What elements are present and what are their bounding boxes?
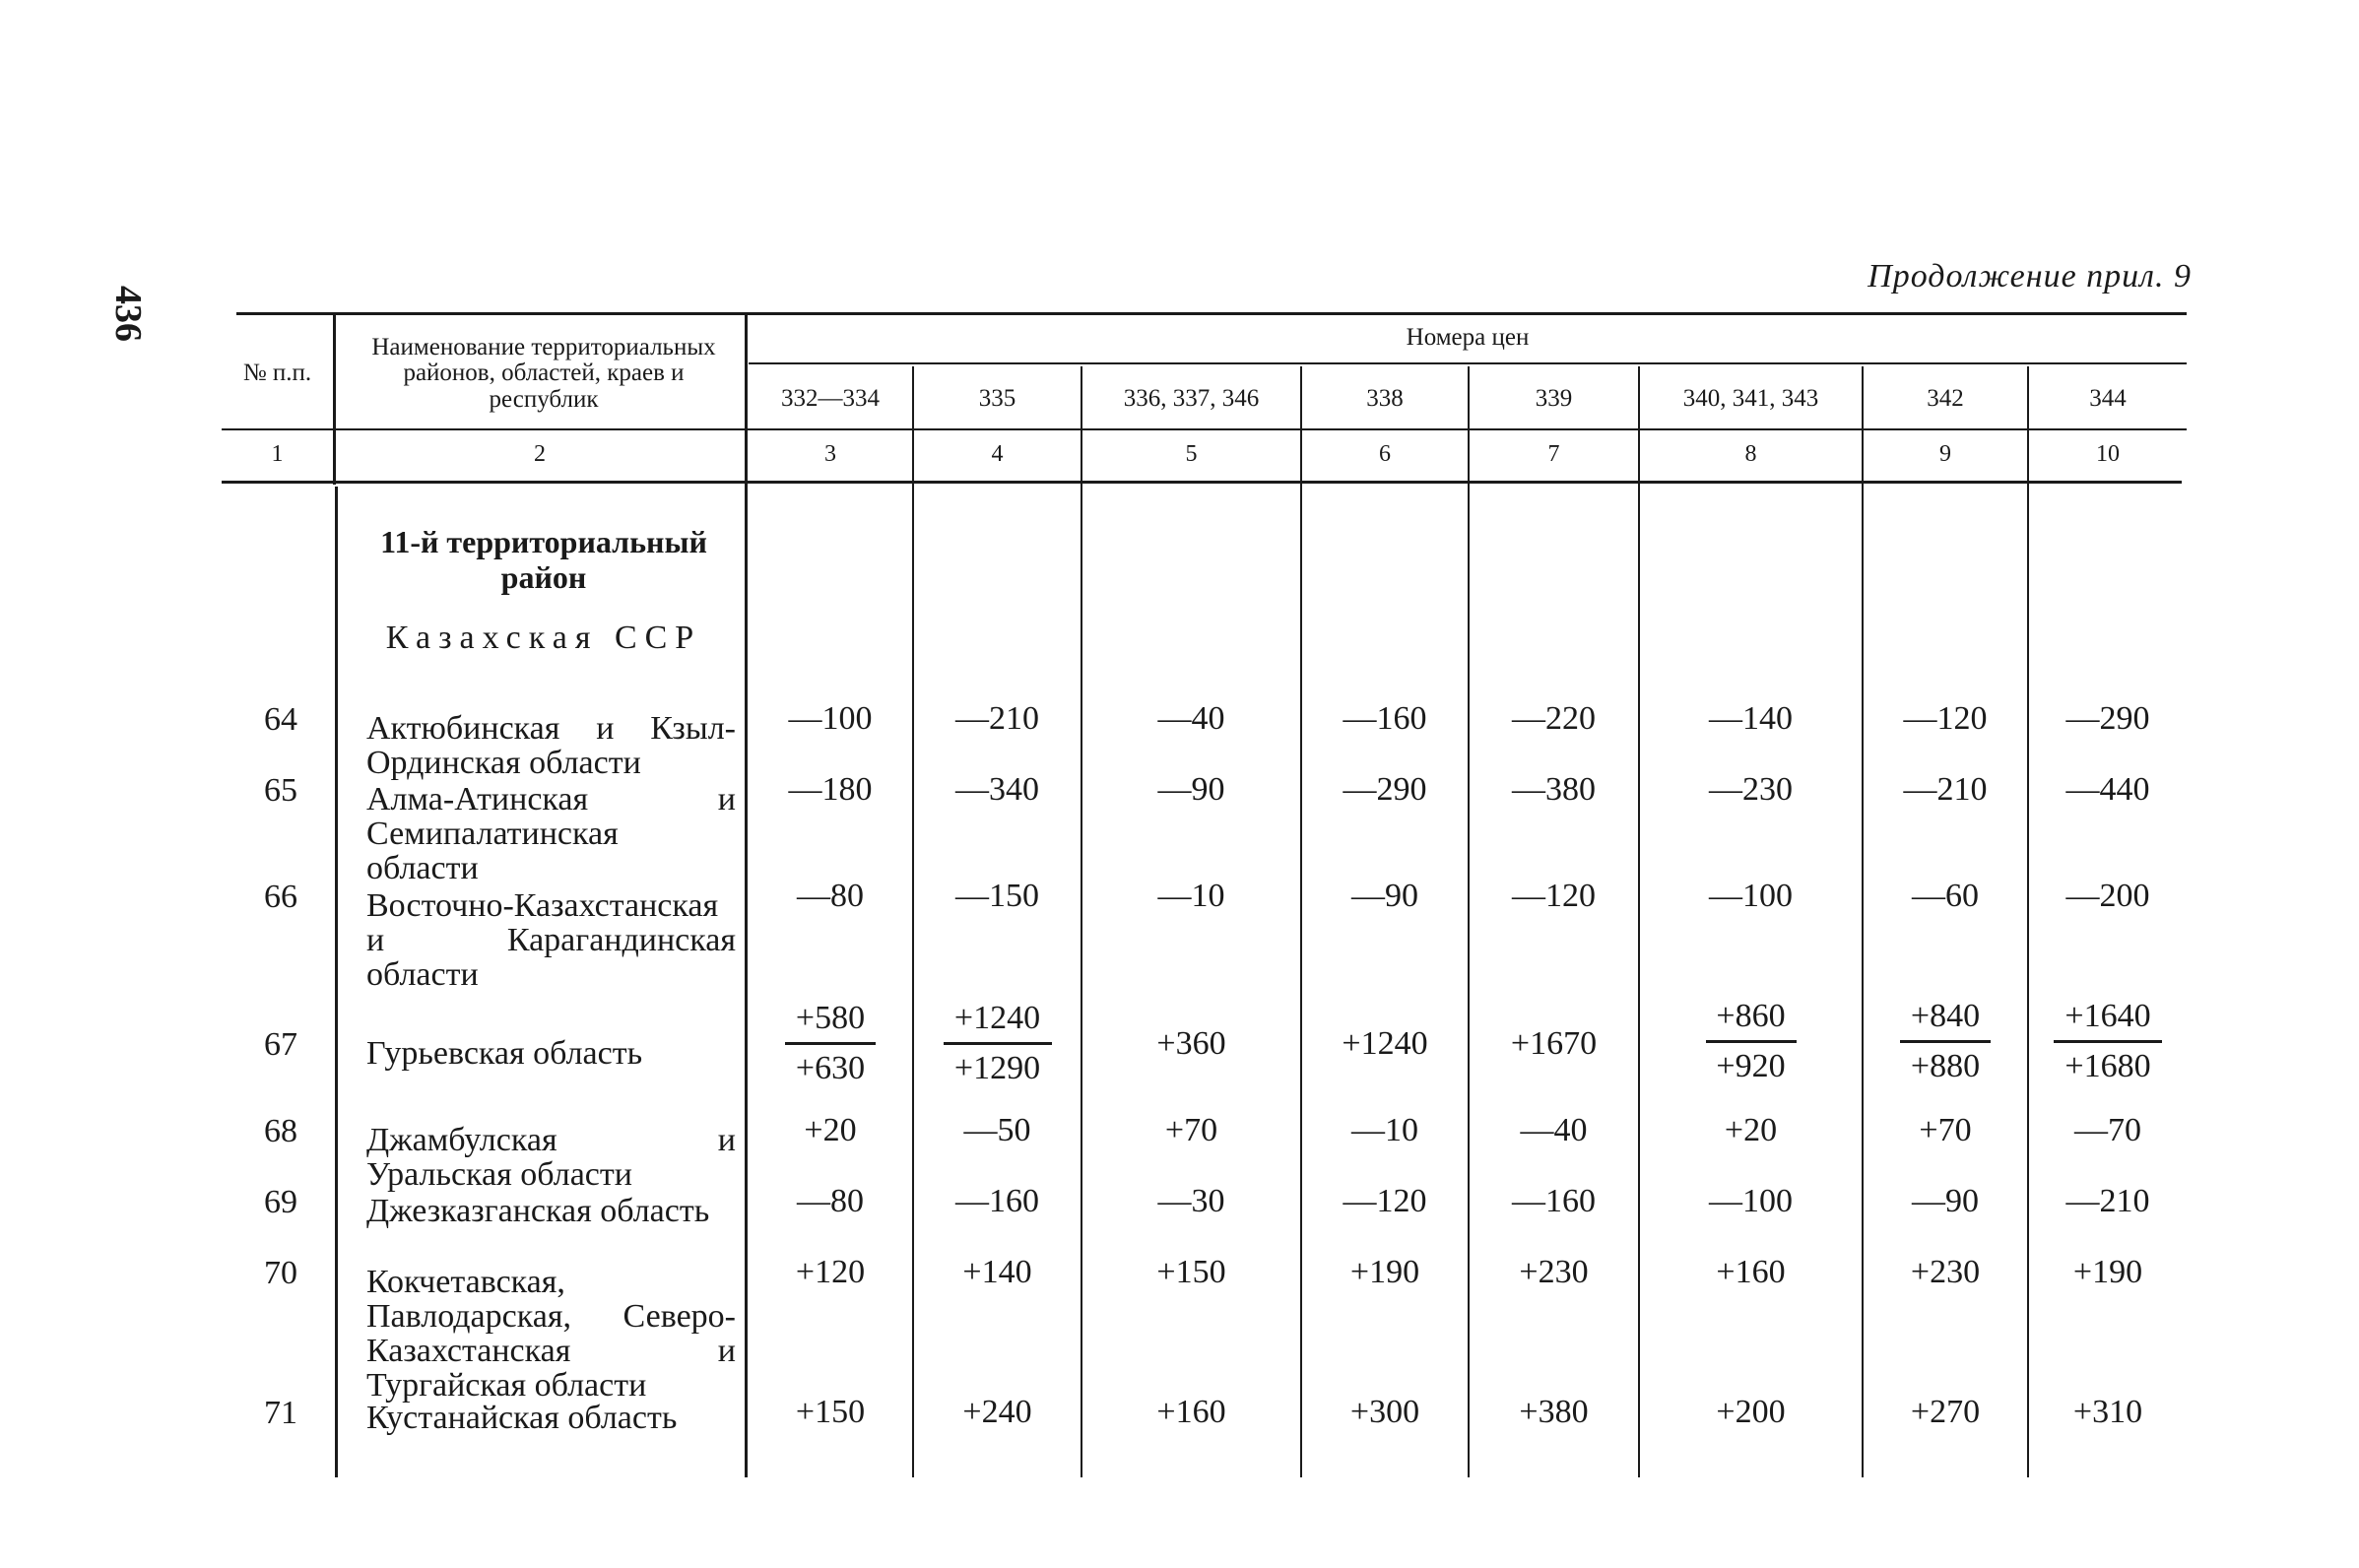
table-cell: —160 — [1512, 1183, 1596, 1219]
row-number: 64 — [264, 701, 297, 738]
row-name: Кокчетавская, Павлодарская, Северо-Казахстанская и Тургайская области — [366, 1264, 736, 1404]
table-top-rule — [236, 312, 2187, 315]
table-cell: —90 — [1912, 1183, 1979, 1219]
col-divider — [1862, 366, 1864, 1477]
header-price-col: 339 — [1535, 385, 1573, 412]
table-cell: +70 — [1919, 1112, 1972, 1148]
header-row-number: № п.п. — [242, 359, 312, 386]
table-cell: —440 — [2065, 771, 2150, 808]
table-cell: +160 — [1156, 1394, 1226, 1430]
table-cell: —160 — [1343, 700, 1427, 737]
table-cell: —230 — [1709, 771, 1793, 808]
header-bottom-rule — [222, 428, 2187, 430]
row-number: 67 — [264, 1026, 297, 1063]
table-cell: +20 — [804, 1112, 857, 1148]
fraction-top: +860 — [1716, 998, 1786, 1034]
table-cell: —180 — [788, 771, 873, 808]
fraction-bottom: +1680 — [2064, 1048, 2151, 1084]
column-number: 5 — [1185, 441, 1198, 467]
fraction-top: +580 — [795, 1000, 866, 1036]
table-cell: +20 — [1724, 1112, 1778, 1148]
header-price-col: 342 — [1927, 385, 1964, 412]
table-cell: +140 — [962, 1254, 1032, 1290]
header-name: Наименование территориальных районов, областей, краев и республик — [371, 334, 716, 413]
table-cell: —40 — [1520, 1112, 1588, 1148]
region-title: 11-й территориальный район — [380, 524, 707, 595]
table-cell: —340 — [955, 771, 1039, 808]
table-cell: —100 — [1709, 1183, 1793, 1219]
column-number: 10 — [2096, 441, 2120, 467]
row-number: 69 — [264, 1184, 297, 1220]
header-price-col: 344 — [2089, 385, 2127, 412]
row-name: Алма-Атинская и Семипалатинская области — [366, 781, 736, 886]
colnum-bottom-rule — [222, 481, 2182, 484]
table-cell: +300 — [1349, 1394, 1420, 1430]
column-number: 4 — [991, 441, 1004, 467]
table-cell: +190 — [1349, 1254, 1420, 1290]
republic-title: Казахская ССР — [385, 620, 702, 656]
table-cell: —80 — [797, 1183, 864, 1219]
fraction-bottom: +1290 — [953, 1050, 1041, 1086]
table-cell: —100 — [1709, 878, 1793, 914]
header-price-col: 335 — [978, 385, 1016, 412]
table-cell-fraction — [2029, 999, 2187, 1084]
fraction-top: +840 — [1910, 998, 1981, 1034]
table-cell: —50 — [963, 1112, 1031, 1148]
page-number: 436 — [107, 286, 149, 342]
table-cell: —210 — [2065, 1183, 2150, 1219]
fraction-top: +1240 — [953, 1000, 1041, 1036]
row-name: Восточно-Казахстанская и Карагандинская области — [366, 887, 736, 993]
row-number: 71 — [264, 1395, 297, 1431]
column-number: 1 — [271, 441, 284, 467]
table-cell: +240 — [962, 1394, 1032, 1430]
table-cell: —30 — [1157, 1183, 1225, 1219]
fraction-bottom: +630 — [795, 1050, 866, 1086]
table-cell-fraction — [1864, 999, 2027, 1084]
header-price-col: 340, 341, 343 — [1682, 385, 1819, 412]
table-cell-fraction — [1640, 999, 1862, 1084]
table-cell: —120 — [1512, 878, 1596, 914]
table-cell: +150 — [1156, 1254, 1226, 1290]
table-cell-fraction — [749, 1001, 912, 1086]
col-divider — [1638, 366, 1640, 1477]
table-cell: +190 — [2072, 1254, 2143, 1290]
column-number: 2 — [534, 441, 546, 467]
row-number: 66 — [264, 879, 297, 915]
col-divider — [745, 315, 748, 1477]
column-number: 9 — [1939, 441, 1951, 467]
table-cell: —290 — [2065, 700, 2150, 737]
table-cell: —210 — [1903, 771, 1988, 808]
table-cell: —120 — [1903, 700, 1988, 737]
row-name: Кустанайская область — [366, 1400, 678, 1436]
table-cell: —10 — [1351, 1112, 1418, 1148]
table-cell: —150 — [955, 878, 1039, 914]
table-cell: —90 — [1157, 771, 1225, 808]
table-cell: —120 — [1343, 1183, 1427, 1219]
column-number: 7 — [1547, 441, 1560, 467]
table-cell: —40 — [1157, 700, 1225, 737]
table-cell-fraction — [914, 1001, 1081, 1086]
header-price-col: 332—334 — [781, 385, 880, 412]
table-cell: +380 — [1519, 1394, 1589, 1430]
fraction-bottom: +880 — [1910, 1048, 1981, 1084]
table-cell: —210 — [955, 700, 1039, 737]
table-cell: —200 — [2065, 878, 2150, 914]
table-cell: —160 — [955, 1183, 1039, 1219]
table-cell: —100 — [788, 700, 873, 737]
table-cell: +160 — [1716, 1254, 1786, 1290]
table-cell: —140 — [1709, 700, 1793, 737]
col-divider — [1081, 366, 1082, 1477]
table-cell: +270 — [1910, 1394, 1981, 1430]
table-cell: —60 — [1912, 878, 1979, 914]
col-divider — [2027, 366, 2029, 1477]
fraction-top: +1640 — [2064, 998, 2151, 1034]
price-header-rule — [749, 362, 2187, 364]
row-name: Джамбулская и Уральская области — [366, 1122, 736, 1193]
header-price-col: 338 — [1366, 385, 1404, 412]
row-name: Джезказганская область — [366, 1193, 710, 1229]
table-cell: —90 — [1351, 878, 1418, 914]
row-name: Гурьевская область — [366, 1035, 643, 1072]
table-cell: +230 — [1519, 1254, 1589, 1290]
header-price-col: 336, 337, 346 — [1123, 385, 1260, 412]
column-number: 3 — [824, 441, 836, 467]
col-divider — [912, 366, 914, 1477]
table-cell: +150 — [795, 1394, 866, 1430]
col-divider — [1468, 366, 1470, 1477]
table-cell: +360 — [1156, 1025, 1226, 1062]
column-number: 8 — [1744, 441, 1757, 467]
col-divider — [335, 487, 338, 1477]
table-cell: +70 — [1164, 1112, 1218, 1148]
row-number: 70 — [264, 1255, 297, 1291]
table-cell: —380 — [1512, 771, 1596, 808]
table-cell: —290 — [1343, 771, 1427, 808]
row-number: 65 — [264, 772, 297, 809]
table-cell: —220 — [1512, 700, 1596, 737]
table-cell: +1240 — [1342, 1025, 1428, 1062]
continuation-caption: Продолжение прил. 9 — [1868, 258, 2192, 294]
header-price-numbers: Номера цен — [1406, 324, 1530, 351]
row-name: Актюбинская и Кзыл-Ординская области — [366, 710, 736, 781]
col-divider — [1300, 366, 1302, 1477]
table-cell: +230 — [1910, 1254, 1981, 1290]
table-cell: +200 — [1716, 1394, 1786, 1430]
table-cell: +120 — [795, 1254, 866, 1290]
fraction-bottom: +920 — [1716, 1048, 1786, 1084]
table-cell: —10 — [1157, 878, 1225, 914]
table-cell: —80 — [797, 878, 864, 914]
row-number: 68 — [264, 1113, 297, 1149]
table-cell: +310 — [2072, 1394, 2143, 1430]
column-number: 6 — [1379, 441, 1391, 467]
table-cell: —70 — [2074, 1112, 2141, 1148]
table-cell: +1670 — [1510, 1025, 1598, 1062]
